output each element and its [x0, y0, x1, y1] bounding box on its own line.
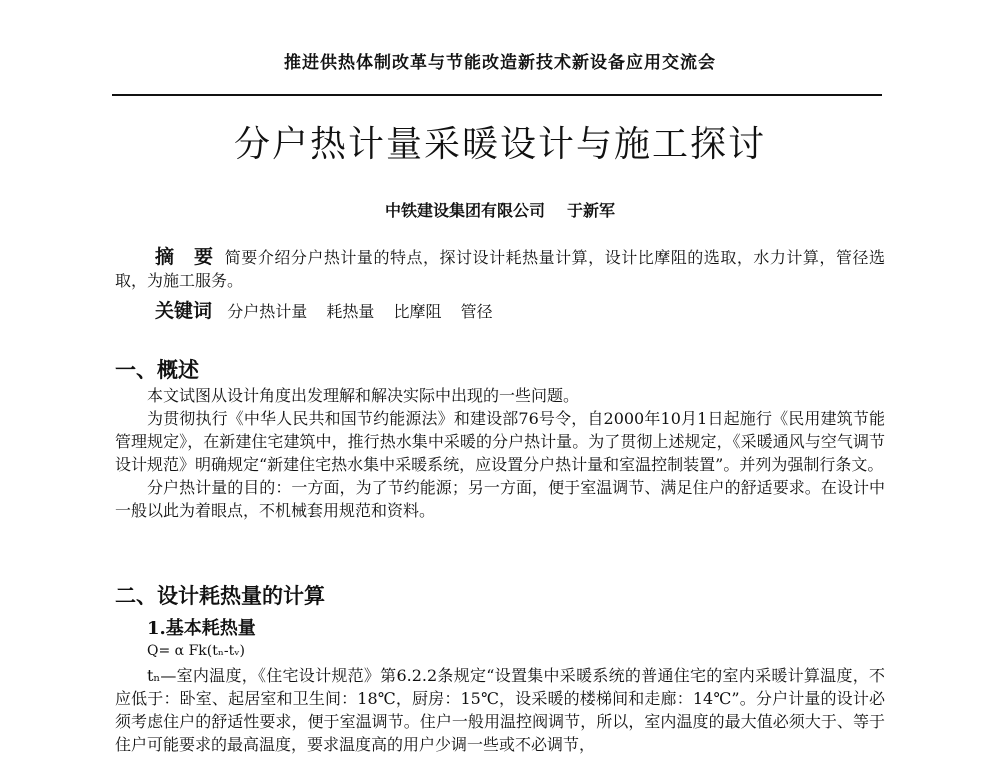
formula: Q= α Fk(tₙ-tᵥ)	[147, 643, 245, 659]
author-line	[0, 198, 1000, 221]
paragraph: 分户热计量的目的：一方面，为了节约能源；另一方面，便于室温调节、满足住户的舒适要求。在设计中一般以此为着眼点，不机械套用规范和资料。	[115, 478, 885, 520]
author-organization: 中铁建设集团有限公司	[384, 201, 545, 220]
abstract-label: 摘 要	[155, 246, 214, 268]
conference-header: 推进供热体制改革与节能改造新技术新设备应用交流会	[284, 53, 716, 73]
author-name: 于新军	[567, 201, 616, 220]
paragraph: 为贯彻执行《中华人民共和国节约能源法》和建设部76号令，自2000年10月1日起施行《民用建筑节能管理规定》，在新建住宅建筑中，推行热水集中采暖的分户热计量。为了贯彻上述规定，《采暖通风与空气调节设计规范》明确规定“新建住宅热水集中采暖系统，应设置分户热计量和室温控制装置”。并列为强制行条文。	[115, 409, 885, 474]
keywords-label: 关键词	[155, 300, 213, 322]
section-heading-overview: 一、概述	[115, 358, 199, 382]
header-rule	[112, 94, 882, 96]
keyword-item: 比摩阻	[393, 302, 442, 321]
keyword-item: 分户热计量	[227, 302, 308, 321]
keyword-item: 管径	[460, 302, 493, 321]
subsection-heading: 1.基本耗热量	[147, 618, 256, 639]
section-overview-body	[115, 384, 885, 522]
paragraph: tₙ—室内温度，《住宅设计规范》第6.2.2条规定“设置集中采暖系统的普通住宅的室内采暖计算温度，不应低于：卧室、起居室和卫生间：18℃，厨房：15℃，设采暖的楼梯间和走廊：14℃”。分户计量的设计必须考虑住户的舒适性要求，便于室温调节。住户一般用温控阀调节，所以，室内温度的最大值必须大于、等于住户可能要求的最高温度，要求温度高的用户少调一些或不必调节，	[115, 666, 885, 754]
paper-title: 分户热计量采暖设计与施工探讨	[233, 124, 766, 165]
section-heat-load-body	[115, 664, 885, 756]
abstract-text: 简要介绍分户热计量的特点，探讨设计耗热量计算，设计比摩阻的选取，水力计算，管径选取，为施工服务。	[115, 248, 885, 290]
keywords-block	[155, 300, 925, 323]
paragraph: 本文试图从设计角度出发理解和解决实际中出现的一些问题。	[147, 386, 580, 405]
keyword-item: 耗热量	[326, 302, 375, 321]
abstract-block	[115, 246, 885, 292]
section-heading-heat-load: 二、设计耗热量的计算	[115, 584, 325, 608]
